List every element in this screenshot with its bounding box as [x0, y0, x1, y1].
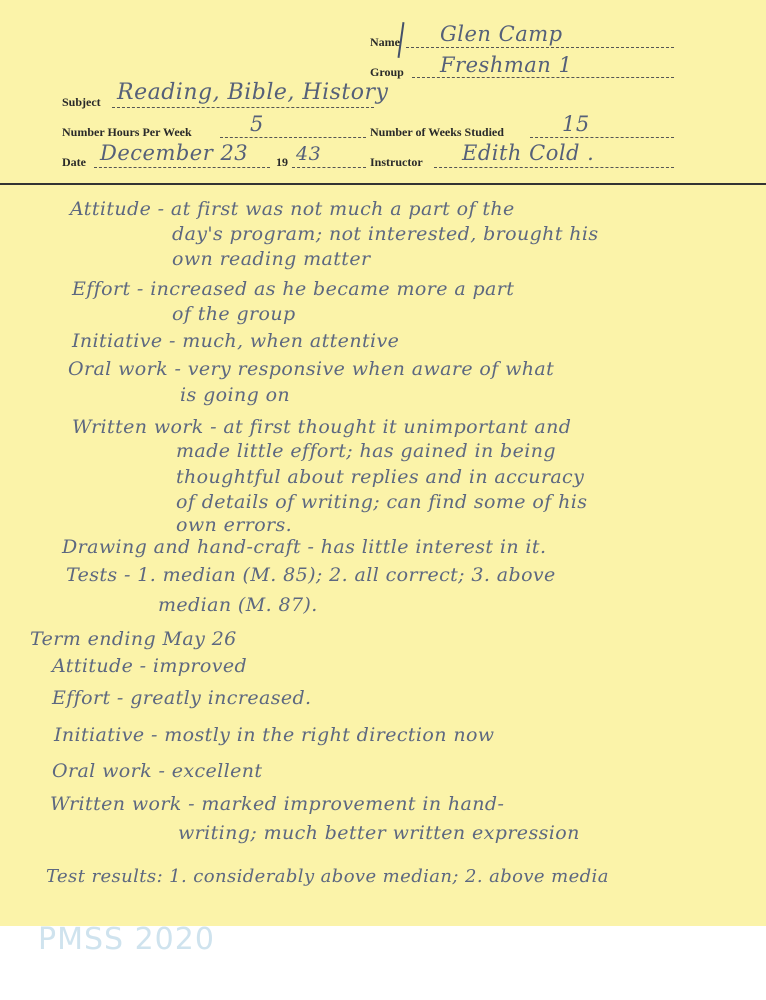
body-line: median (M. 87). [158, 594, 318, 616]
subject-dash [112, 107, 374, 108]
name-dash [406, 47, 674, 48]
body-line: thoughtful about replies and in accuracy [176, 466, 585, 488]
body-line: Effort - greatly increased. [52, 687, 312, 709]
group-value: Freshman 1 [440, 53, 573, 77]
body-line: Written work - at first thought it unimportant and [72, 416, 572, 438]
body-line: Initiative - mostly in the right direction now [54, 724, 495, 746]
hours-dash [220, 137, 366, 138]
subject-value: Reading, Bible, History [117, 80, 389, 105]
weeks-label: Number of Weeks Studied [370, 125, 504, 139]
body-line: day's program; not interested, brought his [172, 223, 599, 245]
body-line: Attitude - improved [52, 655, 248, 677]
instructor-label: Instructor [370, 155, 423, 169]
name-label: Name [370, 35, 400, 49]
hours-value: 5 [250, 112, 264, 136]
year-dash [292, 167, 366, 168]
body-line: is going on [180, 384, 291, 406]
weeks-dash [530, 137, 674, 138]
group-dash [412, 77, 674, 78]
date-value: December 23 [100, 141, 249, 165]
date-year-prefix: 19 [276, 155, 288, 169]
body-line: made little effort; has gained in being [176, 440, 556, 462]
body-line: Attitude - at first was not much a part of the [70, 198, 515, 220]
body-line: own errors. [176, 514, 293, 536]
body-line: Test results: 1. considerably above median; 2. above media [46, 866, 609, 887]
body-line: of details of writing; can find some of his [176, 491, 588, 513]
instructor-dash [434, 167, 674, 168]
body-line: own reading matter [172, 248, 371, 270]
date-year-suffix: 43 [296, 143, 322, 165]
weeks-value: 15 [562, 112, 590, 136]
hours-label: Number Hours Per Week [62, 125, 192, 139]
body-line: Drawing and hand-craft - has little interest in it. [62, 536, 547, 558]
header-divider [0, 183, 766, 185]
body-line: Effort - increased as he became more a part [72, 278, 515, 300]
body-line: Tests - 1. median (M. 85); 2. all correct; 3. above [66, 564, 556, 586]
group-label: Group [370, 65, 404, 79]
name-value: Glen Camp [440, 22, 563, 46]
body-line: Written work - marked improvement in hand- [50, 793, 505, 815]
body-line: Initiative - much, when attentive [72, 330, 400, 352]
date-label: Date [62, 155, 86, 169]
watermark-text: PMSS 2020 [38, 922, 215, 957]
subject-label: Subject [62, 95, 101, 109]
body-line: Term ending May 26 [30, 628, 237, 650]
body-line: Oral work - excellent [52, 760, 263, 782]
date-dash [94, 167, 270, 168]
body-line: Oral work - very responsive when aware of what [68, 358, 555, 380]
body-line: writing; much better written expression [178, 822, 580, 844]
instructor-value: Edith Cold . [462, 141, 595, 165]
body-line: of the group [172, 303, 296, 325]
